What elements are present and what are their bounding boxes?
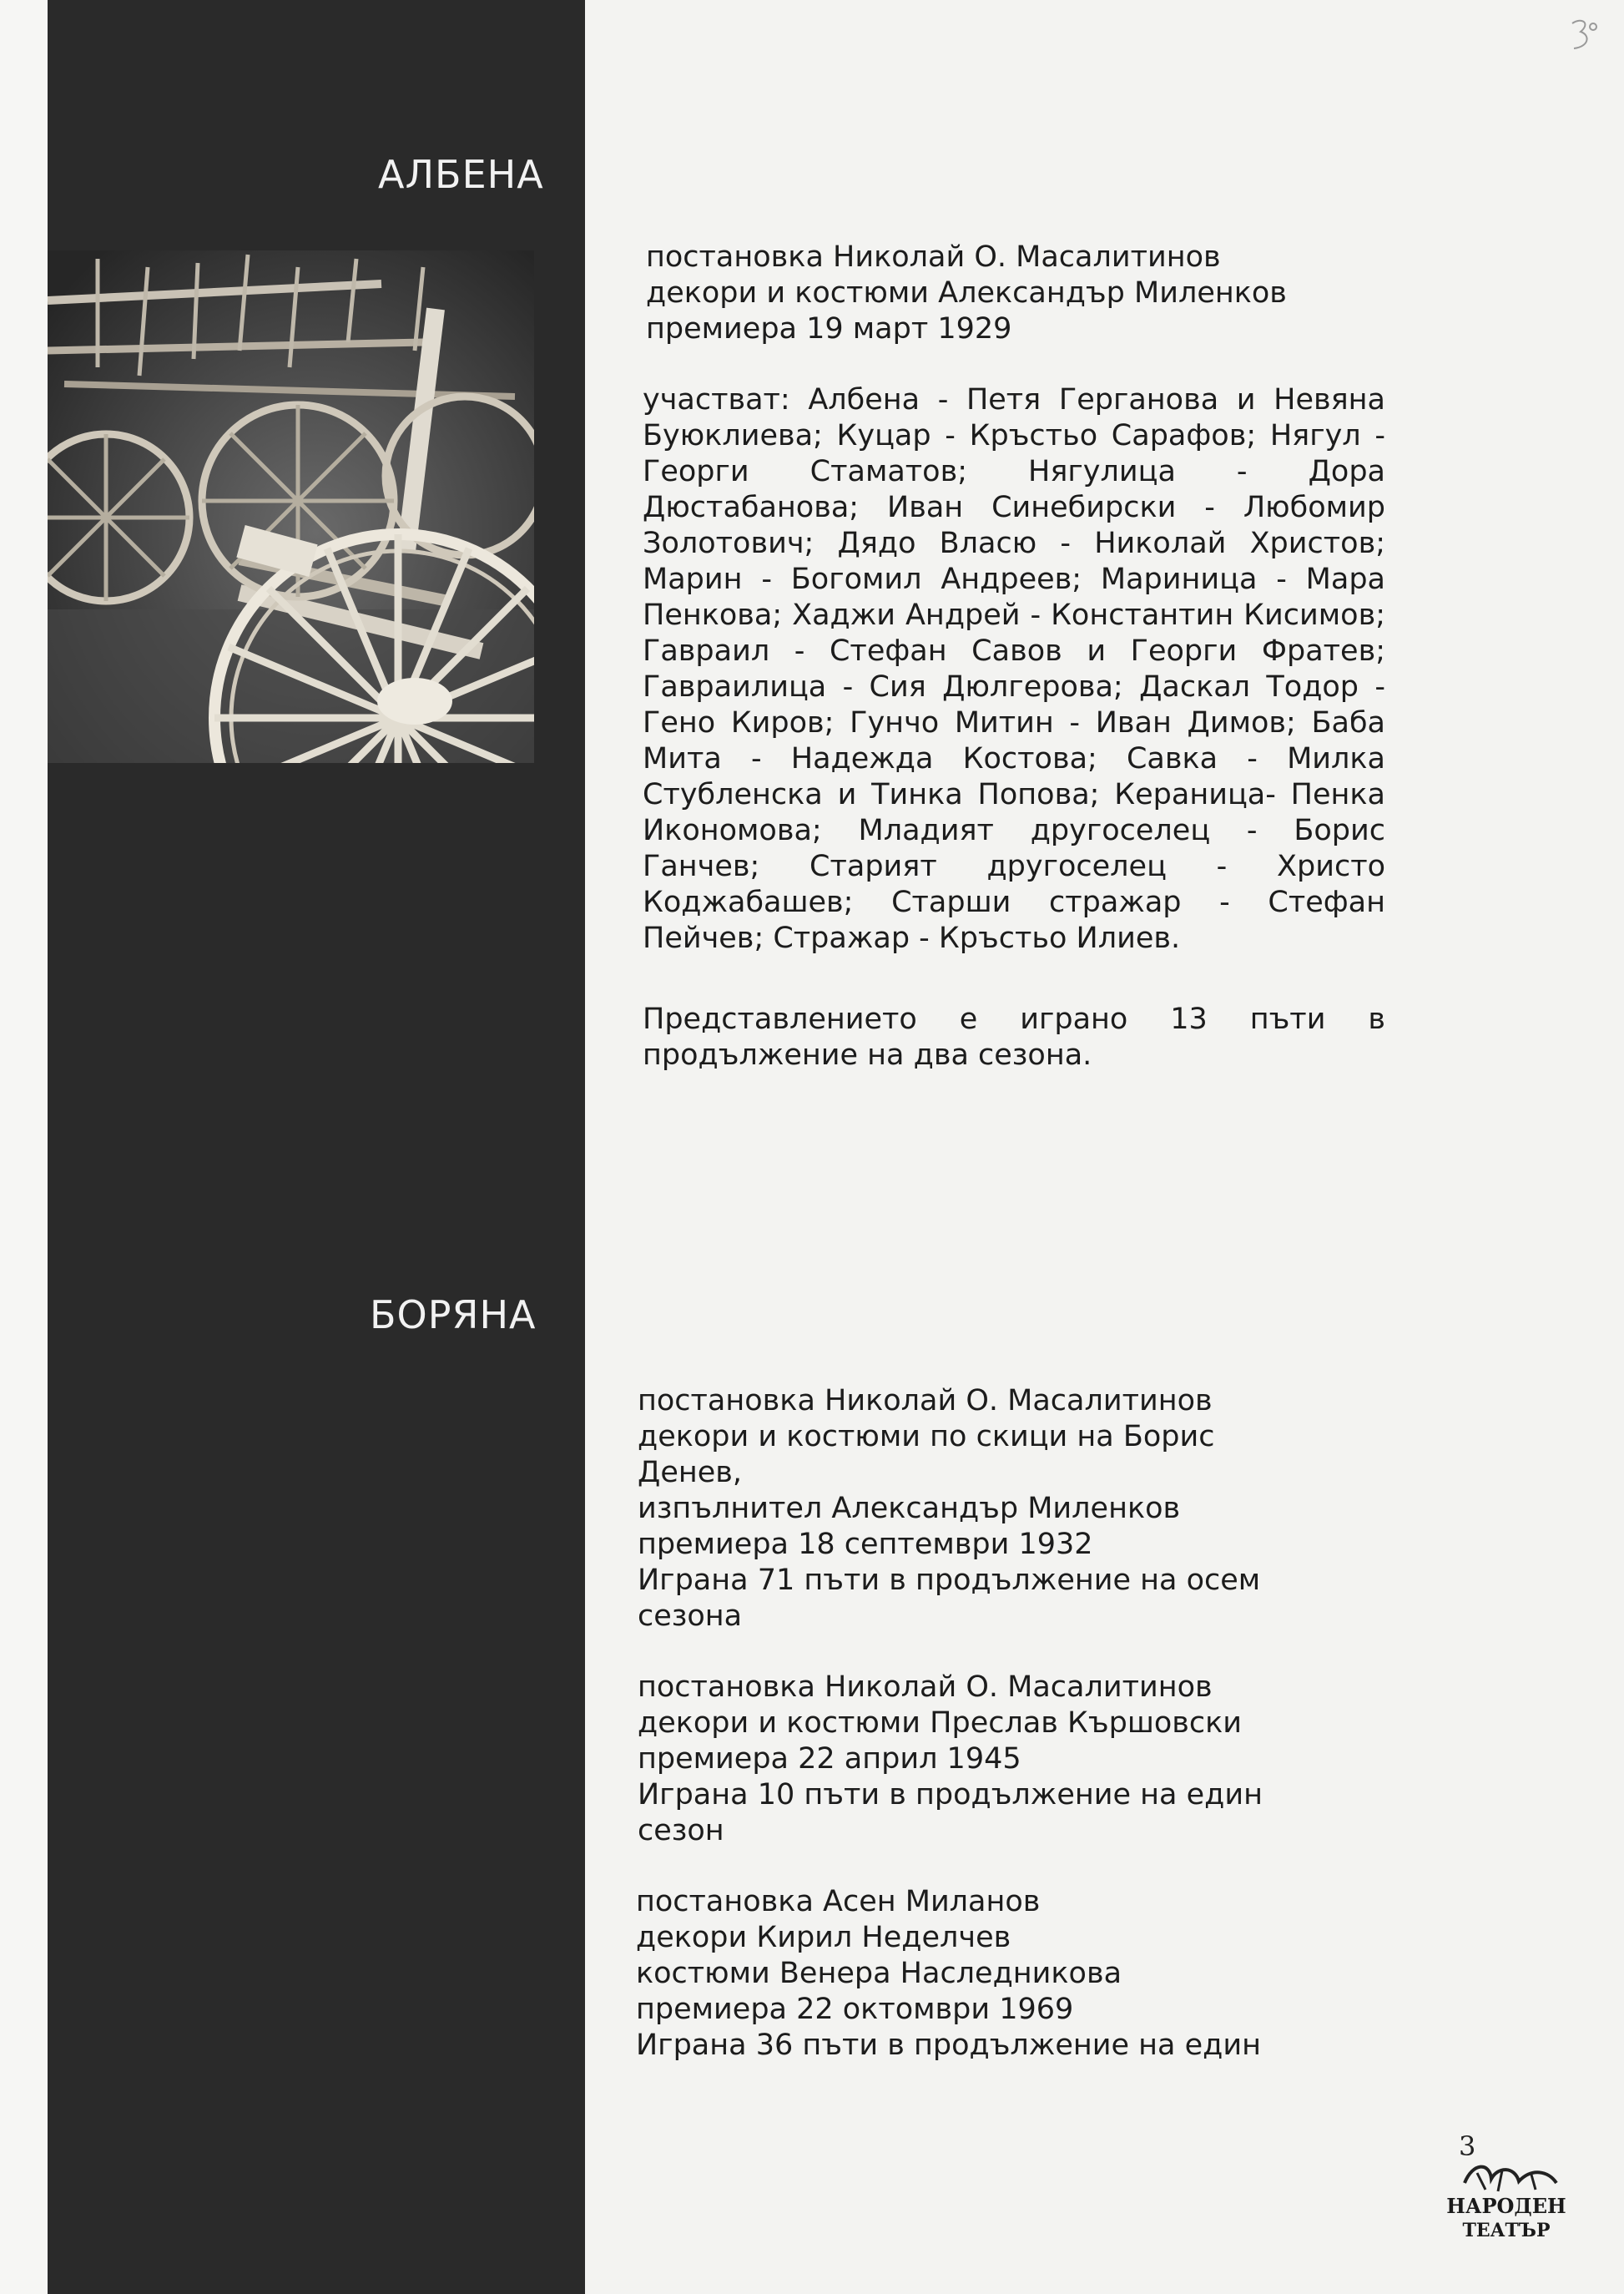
boryana-production-1 [638, 1383, 1389, 1635]
handwritten-mark [1566, 15, 1599, 57]
production-line: декори и костюми по скици на Борис Денев, [638, 1420, 1215, 1489]
page-margin [0, 0, 48, 2294]
cart-photo [48, 250, 534, 763]
albena-cast: участват: Албена - Петя Герганова и Невяна Буюклиева; Куцар - Кръстьо Сарафов; Нягул - Георги Стаматов; Нягулица - Дора Дюстабанова; Иван Синебирски - Любомир Золотович; Дядо Власю - Николай Христов; Марин - Богомил Андреев; Мариница - Мара Пенкова; Хаджи Андрей - Константин Кисимов; Гавраил - Стефан Савов и Георги Фратев; Гавраилица - Сия Дюлгерова; Даскал Тодор - Гено Киров; Гунчо Митин - Иван Димов; Баба Мита - Надежда Костова; Савка - Милка Стубленска и Тинка Попова; Кераница- Пенка Икономова; Младият другоселец - Борис Ганчев; Старият другоселец - Христо Коджабашев; Старши стражар - Стефан Пейчев; Стражар - Кръстьо Илиев. [643, 383, 1385, 955]
production-line: премиера 18 септември 1932 [638, 1528, 1093, 1561]
albena-designer: декори и костюми Александър Миленков [646, 276, 1287, 310]
albena-performance-note: Представлението е играно 13 пъти в продължение на два сезона. [643, 1003, 1385, 1072]
production-line: Играна 71 пъти в продължение на осем сезона [638, 1564, 1261, 1633]
svg-text:НАРОДЕН: НАРОДЕН [1446, 2194, 1566, 2218]
boryana-production-3 [636, 1884, 1387, 2064]
albena-premiere: премиера 19 март 1929 [646, 312, 1012, 346]
production-line: декори Кирил Неделчев [636, 1921, 1011, 1954]
boryana-production-2 [638, 1670, 1389, 1849]
page-number: 3 [1459, 2130, 1476, 2162]
production-line: премиера 22 април 1945 [638, 1742, 1021, 1776]
production-line: Играна 10 пъти в продължение на един сезон [638, 1778, 1263, 1847]
production-line: премиера 22 октомври 1969 [636, 1993, 1074, 2026]
section-title-boryana: БОРЯНА [370, 1292, 537, 1337]
production-line: постановка Николай О. Масалитинов [638, 1670, 1213, 1704]
svg-text:ТЕАТЪР: ТЕАТЪР [1462, 2220, 1551, 2241]
production-line: костюми Венера Наследникова [636, 1957, 1122, 1990]
national-theatre-logo [1440, 2158, 1573, 2250]
production-line: изпълнител Александър Миленков [638, 1492, 1181, 1525]
production-line: декори и костюми Преслав Кършовски [638, 1706, 1243, 1740]
production-line: Играна 36 пъти в продължение на един [636, 2029, 1261, 2062]
albena-director: постановка Николай О. Масалитинов [646, 240, 1221, 274]
section-title-albena: АЛБЕНА [378, 152, 544, 197]
production-line: постановка Асен Миланов [636, 1885, 1041, 1918]
albena-credits [646, 240, 1397, 347]
production-line: постановка Николай О. Масалитинов [638, 1384, 1213, 1417]
